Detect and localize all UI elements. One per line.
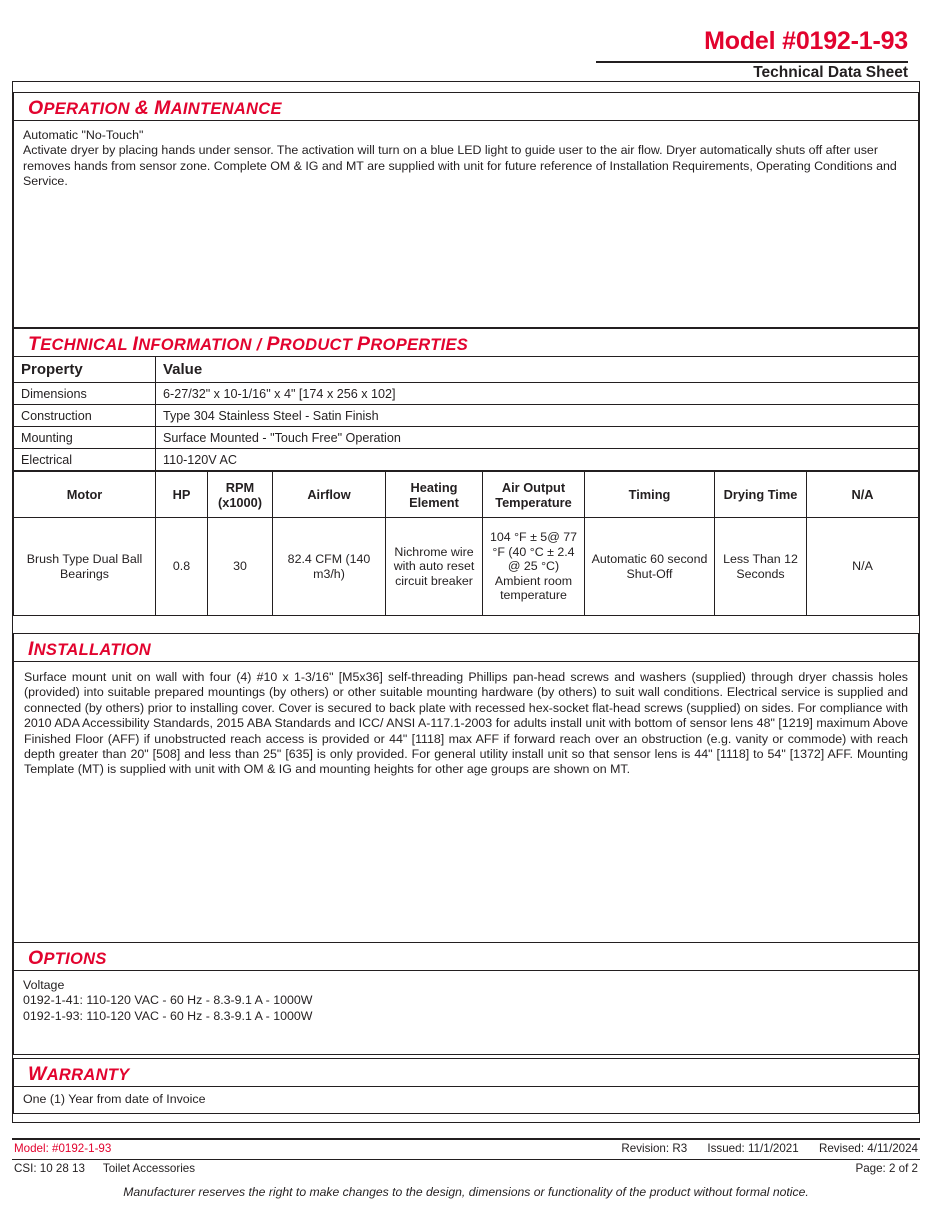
column-header-property: Property — [14, 357, 156, 383]
table-header-row — [14, 357, 919, 383]
section-options — [13, 942, 919, 1055]
operation-line-1: Automatic "No-Touch" — [23, 128, 144, 142]
motor-value-air-output-temperature: 104 °F ± 5@ 77 °F (40 °C ± 2.4 @ 25 °C) Ambient room temperature — [483, 518, 585, 616]
footer-disclaimer: Manufacturer reserves the right to make changes to the design, dimensions or functionality of the product without formal notice. — [123, 1184, 809, 1199]
options-line-0192-1-93: 0192-1-93: 110-120 VAC - 60 Hz - 8.3-9.1 A - 1000W — [23, 1008, 313, 1023]
section-warranty — [13, 1058, 919, 1114]
section-technical-information — [13, 328, 919, 616]
column-header-air-output-temperature: Air Output Temperature — [483, 472, 585, 518]
motor-value-drying-time: Less Than 12 Seconds — [715, 518, 807, 616]
section-installation — [13, 633, 919, 965]
model-title: Model #0192-1-93 — [704, 27, 908, 55]
section-title-options: OPTIONS — [28, 947, 107, 969]
warranty-text: One (1) Year from date of Invoice — [23, 1092, 206, 1106]
motor-value-rpm: 30 — [208, 518, 273, 616]
property-value-dimensions: 6-27/32" x 10-1/16" x 4" [174 x 256 x 102] — [156, 383, 919, 405]
footer-csi-group — [14, 1162, 195, 1175]
column-header-motor: Motor — [14, 472, 156, 518]
column-header-drying-time: Drying Time — [715, 472, 807, 518]
motor-value-airflow: 82.4 CFM (140 m3/h) — [273, 518, 386, 616]
options-line-voltage: Voltage — [23, 978, 65, 992]
footer-revision: Revision: R3 — [621, 1141, 688, 1155]
column-header-heating-element: Heating Element — [386, 472, 483, 518]
table-header-row — [14, 472, 919, 518]
column-header-timing: Timing — [585, 472, 715, 518]
property-label-mounting: Mounting — [14, 427, 156, 449]
motor-value-heating-element: Nichrome wire with auto reset circuit breaker — [386, 518, 483, 616]
product-properties-table — [13, 356, 919, 471]
property-value-mounting: Surface Mounted - "Touch Free" Operation — [156, 427, 919, 449]
motor-value-na: N/A — [807, 518, 919, 616]
motor-specifications-table — [13, 471, 919, 616]
installation-paragraph: Surface mount unit on wall with four (4) #10 x 1-3/16" [M5x36] self-threading Phillips pan-head screws and washers (supplied) through dryer chassis holes (provided) into suitable prepared mountings (by others) or other suitable mounting hardware (by others) to suit wall conditions. Electrical service is supplied and connected (by others) prior to installing cover. Cover is secured to back plate with recessed hex-socket flat-head screws (supplied) on sides. For compliance with 2010 ADA Accessibility Standards, 2015 ABA Standards and ICC/ ANSI A-117.1-2003 for adults install unit with bottom of sensor lens 48" [1219] maximum Above Finished Floor (AFF) if unobstructed reach access is provided or 44" [1118] max AFF if forward reach over an obstruction (e.g. vanity or commode) with reach depth greater than 20" [508] and less than 25" [635] is only provided. For general utility install unit so that sensor lens is 44" [1118] to 54" [1372] AFF. Mounting Template (MT) is supplied with unit with OM & IG and mounting heights for other age groups are shown on MT. — [24, 670, 908, 777]
page-footer — [12, 1138, 920, 1199]
table-row — [14, 405, 919, 427]
operation-paragraph: Activate dryer by placing hands under sensor. The activation will turn on a blue LED light to guide user to the air flow. Dryer automatically shuts off after user removes hands from sensor zone. Complete OM & IG and MT are supplied with unit for future reference of Installation Requirements, Operating Conditions and Service. — [23, 143, 897, 189]
header-divider — [596, 61, 908, 63]
section-title-operation: OPERATION & MAINTENANCE — [28, 97, 282, 119]
footer-top-rule — [12, 1138, 920, 1140]
property-value-electrical: 110-120V AC — [156, 449, 919, 471]
page-header — [0, 0, 932, 81]
operation-text-block — [14, 121, 918, 196]
table-row — [14, 383, 919, 405]
footer-revised: Revised: 4/11/2024 — [818, 1141, 918, 1155]
column-header-value: Value — [156, 357, 919, 383]
footer-row-secondary — [12, 1162, 920, 1178]
section-operation-maintenance — [13, 92, 919, 328]
section-header-operation — [13, 92, 919, 120]
table-row — [14, 449, 919, 471]
property-label-electrical: Electrical — [14, 449, 156, 471]
column-header-hp: HP — [156, 472, 208, 518]
footer-csi-number: CSI: 10 28 13 — [14, 1161, 85, 1175]
motor-value-hp: 0.8 — [156, 518, 208, 616]
table-row — [14, 518, 919, 616]
column-header-airflow: Airflow — [273, 472, 386, 518]
section-body-warranty — [13, 1086, 919, 1114]
section-header-warranty — [13, 1058, 919, 1086]
section-header-technical — [13, 328, 919, 356]
section-body-operation — [13, 120, 919, 328]
column-header-na: N/A — [807, 472, 919, 518]
property-label-construction: Construction — [14, 405, 156, 427]
property-value-construction: Type 304 Stainless Steel - Satin Finish — [156, 405, 919, 427]
property-label-dimensions: Dimensions — [14, 383, 156, 405]
section-title-installation: INSTALLATION — [28, 638, 151, 660]
table-row — [14, 427, 919, 449]
footer-middle-rule — [12, 1159, 920, 1160]
options-line-0192-1-41: 0192-1-41: 110-120 VAC - 60 Hz - 8.3-9.1 A - 1000W — [23, 993, 313, 1008]
column-header-rpm: RPM (x1000) — [208, 472, 273, 518]
options-text-block — [14, 971, 918, 1030]
section-header-installation — [13, 633, 919, 661]
section-title-technical: TECHNICAL INFORMATION / PRODUCT PROPERTIES — [28, 333, 469, 355]
footer-model: Model: #0192-1-93 — [14, 1141, 112, 1155]
footer-page-number: Page: 2 of 2 — [855, 1161, 918, 1175]
footer-csi-name: Toilet Accessories — [102, 1161, 196, 1175]
section-header-options — [13, 942, 919, 970]
footer-row-primary — [12, 1142, 920, 1158]
motor-value-motor: Brush Type Dual Ball Bearings — [14, 518, 156, 616]
section-body-installation — [13, 661, 919, 965]
sheet-title: Technical Data Sheet — [753, 64, 908, 81]
section-body-options — [13, 970, 919, 1055]
footer-revision-group — [604, 1142, 918, 1155]
footer-issued: Issued: 11/1/2021 — [707, 1141, 799, 1155]
section-title-warranty: WARRANTY — [28, 1063, 130, 1085]
motor-value-timing: Automatic 60 second Shut-Off — [585, 518, 715, 616]
